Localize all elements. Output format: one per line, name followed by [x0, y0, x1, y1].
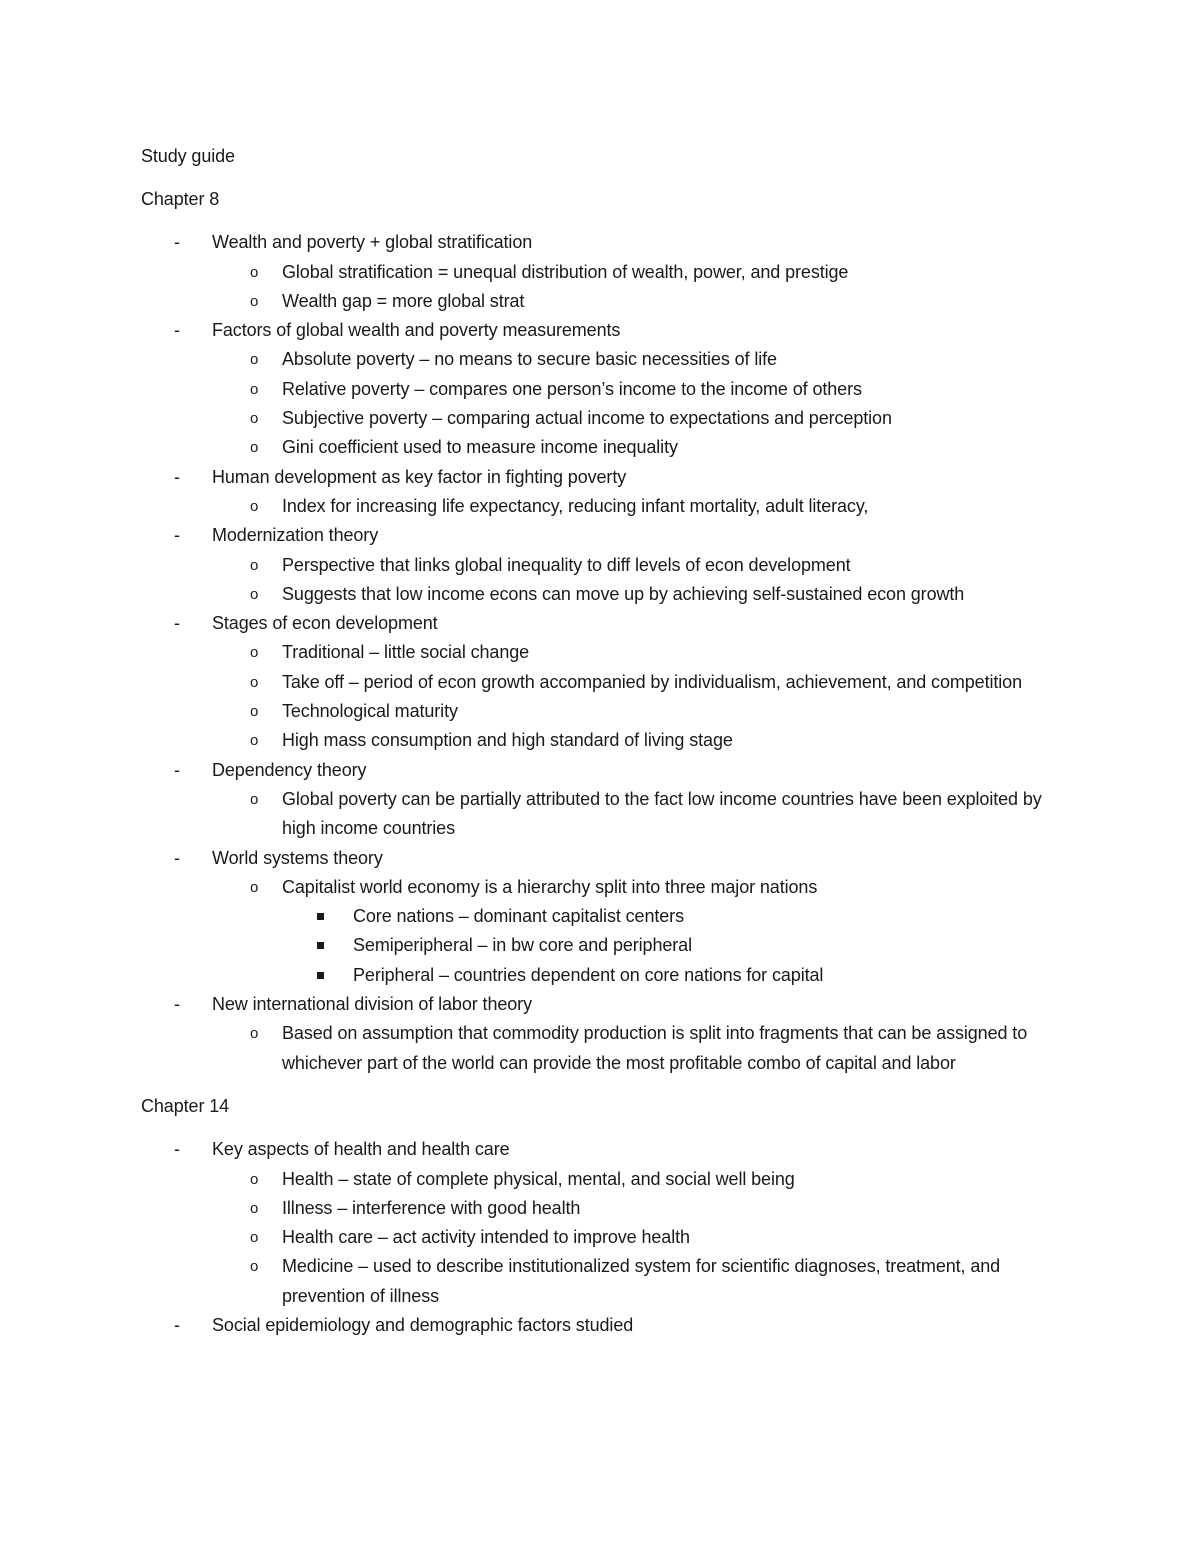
outline-item-level-2 [141, 551, 1071, 580]
outline-item-text: Factors of global wealth and poverty measurements [212, 320, 621, 341]
outline-item-level-1 [141, 844, 1071, 873]
outline-item-text: Social epidemiology and demographic factors studied [212, 1314, 634, 1335]
outline-item-text: Stages of econ development [212, 613, 438, 634]
document-title: Study guide [141, 146, 235, 166]
outline-item-level-3 [141, 961, 1071, 990]
outline-item-text: Absolute poverty – no means to secure basic necessities of life [282, 349, 777, 370]
outline-item-level-3 [141, 931, 1071, 960]
outline-item-level-2 [141, 668, 1071, 697]
circle-bullet-icon: o [250, 732, 259, 750]
circle-bullet-icon: o [250, 380, 259, 398]
outline-item-level-2 [141, 287, 1071, 316]
dash-bullet-icon: - [174, 232, 180, 253]
outline-item-text: Global poverty can be partially attributed to the fact low income countries have been exploited by high income countries [282, 788, 1042, 839]
outline-item-text: Peripheral – countries dependent on core nations for capital [353, 964, 824, 985]
circle-bullet-icon: o [250, 263, 259, 281]
circle-bullet-icon: o [250, 644, 259, 662]
outline-item-level-2 [141, 1223, 1071, 1252]
outline-item-level-1 [141, 756, 1071, 785]
chapter-heading: Chapter 14 [141, 1095, 230, 1116]
outline-item-text: Global stratification = unequal distribution of wealth, power, and prestige [282, 261, 849, 282]
outline-item-text: Semiperipheral – in bw core and peripheral [353, 935, 692, 956]
outline-item-level-2 [141, 1019, 1071, 1078]
outline-item-level-2 [141, 433, 1071, 462]
outline-item-level-2 [141, 873, 1071, 902]
chapter-outline [141, 228, 1071, 1078]
circle-bullet-icon: o [250, 1170, 259, 1188]
outline-item-text: High mass consumption and high standard of living stage [282, 730, 733, 751]
outline-item-text: Subjective poverty – comparing actual income to expectations and perception [282, 408, 892, 429]
circle-bullet-icon: o [250, 439, 259, 457]
outline-item-level-2 [141, 345, 1071, 374]
outline-item-level-2 [141, 638, 1071, 667]
outline-item-text: Wealth and poverty + global stratification [212, 232, 533, 253]
outline-item-text: Human development as key factor in fighting poverty [212, 466, 627, 487]
outline-item-text: Health care – act activity intended to improve health [282, 1227, 690, 1248]
dash-bullet-icon: - [174, 1139, 180, 1160]
circle-bullet-icon: o [250, 410, 259, 428]
square-bullet-icon [317, 913, 324, 920]
outline-item-text: Health – state of complete physical, mental, and social well being [282, 1168, 795, 1189]
circle-bullet-icon: o [250, 1258, 259, 1276]
outline-item-level-2 [141, 697, 1071, 726]
outline-item-text: Gini coefficient used to measure income inequality [282, 437, 678, 458]
circle-bullet-icon: o [250, 351, 259, 369]
dash-bullet-icon: - [174, 994, 180, 1015]
dash-bullet-icon: - [174, 1314, 180, 1335]
outline-item-text: Suggests that low income econs can move up by achieving self-sustained econ growth [282, 583, 965, 604]
outline-item-text: Traditional – little social change [282, 642, 530, 663]
circle-bullet-icon: o [250, 703, 259, 721]
outline-item-level-2 [141, 258, 1071, 287]
outline-item-level-1 [141, 463, 1071, 492]
outline-item-text: World systems theory [212, 847, 383, 868]
outline-item-level-2 [141, 1165, 1071, 1194]
outline-item-text: Relative poverty – compares one person’s income to the income of others [282, 378, 862, 399]
outline-item-text: Based on assumption that commodity production is split into fragments that can be assigned to whichever part of the world can provide the most profitable combo of capital and labor [282, 1023, 1028, 1073]
dash-bullet-icon: - [174, 525, 180, 546]
outline-item-level-2 [141, 1252, 1071, 1311]
outline-item-level-1 [141, 228, 1071, 257]
circle-bullet-icon: o [250, 1025, 259, 1043]
outline-item-level-1 [141, 609, 1071, 638]
outline-item-level-1 [141, 1311, 1071, 1340]
circle-bullet-icon: o [250, 1229, 259, 1247]
outline-item-level-1 [141, 1135, 1071, 1164]
square-bullet-icon [317, 972, 324, 979]
outline-item-level-2 [141, 726, 1071, 755]
outline-item-text: Illness – interference with good health [282, 1197, 581, 1218]
chapter-heading: Chapter 8 [141, 189, 220, 209]
circle-bullet-icon: o [250, 790, 259, 808]
circle-bullet-icon: o [250, 585, 259, 603]
outline-item-text: Capitalist world economy is a hierarchy split into three major nations [282, 876, 818, 897]
circle-bullet-icon: o [250, 292, 259, 310]
outline-item-level-2 [141, 492, 1071, 521]
circle-bullet-icon: o [250, 673, 259, 691]
outline-item-level-1 [141, 316, 1071, 345]
outline-item-text: Wealth gap = more global strat [282, 290, 525, 311]
outline-item-level-2 [141, 785, 1071, 844]
outline-item-text: Technological maturity [282, 701, 458, 722]
dash-bullet-icon: - [174, 847, 180, 868]
outline-item-text: Take off – period of econ growth accompanied by individualism, achievement, and competition [282, 671, 1023, 692]
outline-item-text: Index for increasing life expectancy, reducing infant mortality, adult literacy, [282, 495, 869, 516]
outline-item-text: Dependency theory [212, 759, 367, 780]
circle-bullet-icon: o [250, 878, 259, 896]
circle-bullet-icon: o [250, 1199, 259, 1217]
outline-item-text: Medicine – used to describe institutionalized system for scientific diagnoses, treatment, and prevention of illness [282, 1256, 1001, 1306]
outline-item-level-2 [141, 375, 1071, 404]
circle-bullet-icon: o [250, 497, 259, 515]
dash-bullet-icon: - [174, 466, 180, 487]
outline-item-level-2 [141, 404, 1071, 433]
dash-bullet-icon: - [174, 613, 180, 634]
chapter-outline [141, 1135, 1071, 1340]
outline-item-level-2 [141, 1194, 1071, 1223]
outline-item-level-3 [141, 902, 1071, 931]
outline-item-text: Modernization theory [212, 525, 379, 546]
outline-item-text: New international division of labor theory [212, 994, 532, 1015]
square-bullet-icon [317, 942, 324, 949]
outline-item-text: Core nations – dominant capitalist centers [353, 906, 684, 927]
document-body [141, 142, 1071, 1340]
outline-item-level-1 [141, 521, 1071, 550]
outline-item-text: Perspective that links global inequality to diff levels of econ development [282, 554, 851, 575]
outline-item-level-1 [141, 990, 1071, 1019]
outline-item-level-2 [141, 580, 1071, 609]
outline-item-text: Key aspects of health and health care [212, 1139, 510, 1160]
dash-bullet-icon: - [174, 320, 180, 341]
dash-bullet-icon: - [174, 759, 180, 780]
circle-bullet-icon: o [250, 556, 259, 574]
